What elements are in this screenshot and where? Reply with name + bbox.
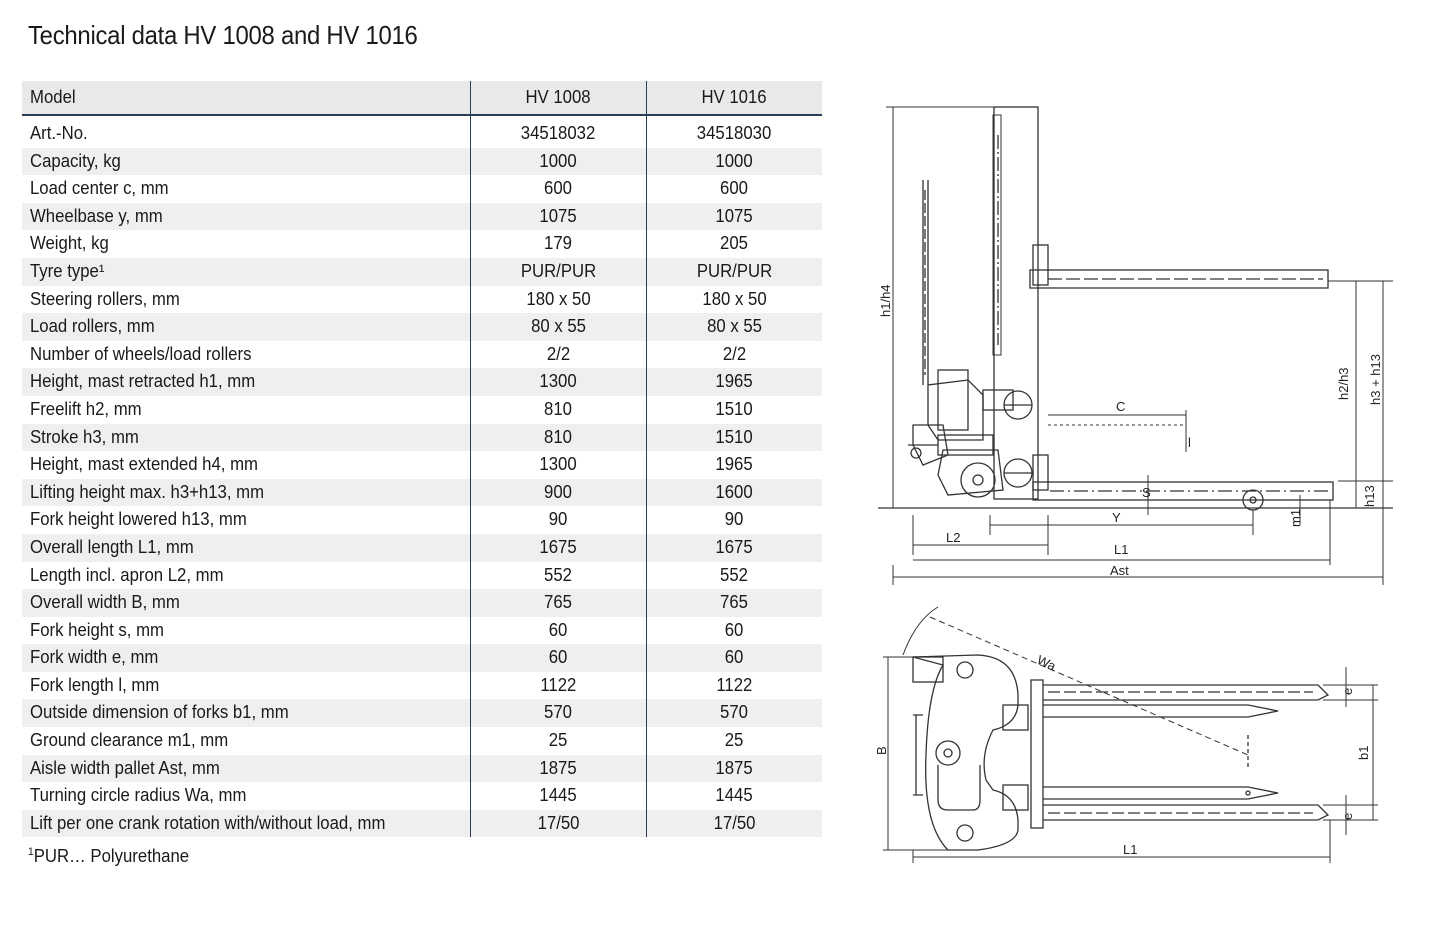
- row-value-hv1008: 80 x 55: [471, 313, 647, 341]
- row-value-hv1008: 1875: [471, 755, 647, 783]
- row-value-hv1008: 1675: [471, 534, 647, 562]
- table-row: [22, 699, 822, 727]
- row-value-hv1008: 600: [471, 175, 647, 203]
- row-value-hv1016: 552: [647, 562, 823, 590]
- table-row: [22, 534, 822, 562]
- row-label: Lifting height max. h3+h13, mm: [22, 479, 471, 507]
- row-value-hv1016: 90: [647, 506, 823, 534]
- row-label: Fork width e, mm: [22, 644, 471, 672]
- row-label: Outside dimension of forks b1, mm: [22, 699, 471, 727]
- row-label: Fork height s, mm: [22, 617, 471, 645]
- table-header-row: [22, 81, 822, 115]
- label-c: C: [1116, 399, 1126, 414]
- row-value-hv1016: 1510: [647, 396, 823, 424]
- row-label: Weight, kg: [22, 230, 471, 258]
- row-value-hv1016: 2/2: [647, 341, 823, 369]
- table-row: [22, 203, 822, 231]
- label-h13: h13: [1362, 485, 1377, 507]
- row-value-hv1008: 1300: [471, 451, 647, 479]
- row-label: Length incl. apron L2, mm: [22, 562, 471, 590]
- table-row: [22, 644, 822, 672]
- table-row: [22, 672, 822, 700]
- footnote: $^1$PUR… Polyurethane: [28, 846, 190, 866]
- table-row: [22, 368, 822, 396]
- label-l1-top: L1: [1123, 842, 1138, 857]
- column-header-hv1016: HV 1016: [647, 81, 823, 115]
- row-value-hv1016: 1675: [647, 534, 823, 562]
- row-value-hv1008: 2/2: [471, 341, 647, 369]
- row-value-hv1016: 34518030: [647, 120, 823, 148]
- top-view-drawing: [868, 595, 1418, 870]
- side-view-drawing: [868, 95, 1418, 590]
- row-value-hv1008: 180 x 50: [471, 286, 647, 314]
- row-label: Stroke h3, mm: [22, 424, 471, 452]
- row-value-hv1008: 810: [471, 424, 647, 452]
- table-row: [22, 479, 822, 507]
- row-value-hv1016: 1075: [647, 203, 823, 231]
- row-value-hv1008: 60: [471, 617, 647, 645]
- row-value-hv1008: 25: [471, 727, 647, 755]
- row-value-hv1008: 552: [471, 562, 647, 590]
- label-h3h13: h3 + h13: [1368, 354, 1383, 405]
- table-row: [22, 258, 822, 286]
- page-title: Technical data HV 1008 and HV 1016: [28, 20, 418, 50]
- row-label: Art.-No.: [22, 120, 471, 148]
- technical-data-table: [22, 81, 822, 837]
- label-m1: m1: [1288, 508, 1303, 527]
- row-value-hv1008: 1300: [471, 368, 647, 396]
- label-ast: Ast: [1110, 563, 1129, 578]
- label-e-bottom: e: [1340, 812, 1355, 820]
- row-value-hv1016: 1600: [647, 479, 823, 507]
- row-label: Load rollers, mm: [22, 313, 471, 341]
- label-l2: L2: [946, 530, 961, 545]
- row-label: Overall length L1, mm: [22, 534, 471, 562]
- table-row: [22, 506, 822, 534]
- table-row: [22, 286, 822, 314]
- table-row: [22, 755, 822, 783]
- table-row: [22, 120, 822, 148]
- label-h2h3: h2/h3: [1336, 367, 1351, 400]
- row-label: Fork length l, mm: [22, 672, 471, 700]
- label-b: B: [874, 746, 889, 755]
- table-row: [22, 727, 822, 755]
- row-value-hv1016: 600: [647, 175, 823, 203]
- row-value-hv1016: 570: [647, 699, 823, 727]
- row-value-hv1016: 17/50: [647, 810, 823, 838]
- row-value-hv1016: 765: [647, 589, 823, 617]
- row-value-hv1016: 60: [647, 617, 823, 645]
- row-label: Steering rollers, mm: [22, 286, 471, 314]
- table-row: [22, 341, 822, 369]
- row-label: Load center c, mm: [22, 175, 471, 203]
- row-label: Height, mast extended h4, mm: [22, 451, 471, 479]
- row-label: Aisle width pallet Ast, mm: [22, 755, 471, 783]
- row-value-hv1008: 1000: [471, 148, 647, 176]
- row-value-hv1008: 810: [471, 396, 647, 424]
- row-value-hv1008: 179: [471, 230, 647, 258]
- row-value-hv1016: 1965: [647, 368, 823, 396]
- row-value-hv1016: 1965: [647, 451, 823, 479]
- row-value-hv1016: 25: [647, 727, 823, 755]
- column-header-model: Model: [22, 81, 471, 115]
- row-value-hv1016: PUR/PUR: [647, 258, 823, 286]
- row-label: Lift per one crank rotation with/without load, mm: [22, 810, 471, 838]
- row-value-hv1008: 900: [471, 479, 647, 507]
- label-s: S: [1142, 485, 1151, 500]
- row-label: Overall width B, mm: [22, 589, 471, 617]
- row-label: Wheelbase y, mm: [22, 203, 471, 231]
- row-value-hv1008: 90: [471, 506, 647, 534]
- row-value-hv1016: 60: [647, 644, 823, 672]
- label-l: l: [1188, 435, 1191, 450]
- label-y: Y: [1112, 510, 1121, 525]
- row-value-hv1016: 205: [647, 230, 823, 258]
- table-row: [22, 175, 822, 203]
- table-row: [22, 148, 822, 176]
- row-label: Fork height lowered h13, mm: [22, 506, 471, 534]
- row-label: Height, mast retracted h1, mm: [22, 368, 471, 396]
- row-label: Freelift h2, mm: [22, 396, 471, 424]
- table-row: [22, 396, 822, 424]
- column-header-hv1008: HV 1008: [471, 81, 647, 115]
- row-value-hv1016: 1000: [647, 148, 823, 176]
- row-value-hv1016: 1510: [647, 424, 823, 452]
- row-value-hv1008: 765: [471, 589, 647, 617]
- row-value-hv1008: 1075: [471, 203, 647, 231]
- label-wa: Wa: [1034, 652, 1059, 674]
- row-value-hv1016: 180 x 50: [647, 286, 823, 314]
- row-label: Turning circle radius Wa, mm: [22, 782, 471, 810]
- table-row: [22, 230, 822, 258]
- row-value-hv1016: 80 x 55: [647, 313, 823, 341]
- table-row: [22, 451, 822, 479]
- label-h1h4: h1/h4: [878, 284, 893, 317]
- row-value-hv1008: 60: [471, 644, 647, 672]
- label-e-top: e: [1340, 687, 1355, 695]
- table-row: [22, 617, 822, 645]
- table-row: [22, 424, 822, 452]
- row-value-hv1016: 1875: [647, 755, 823, 783]
- row-label: Tyre type¹: [22, 258, 471, 286]
- table-row: [22, 589, 822, 617]
- row-value-hv1008: 570: [471, 699, 647, 727]
- row-value-hv1008: 34518032: [471, 120, 647, 148]
- row-value-hv1016: 1122: [647, 672, 823, 700]
- label-b1: b1: [1356, 745, 1371, 760]
- table-row: [22, 313, 822, 341]
- row-value-hv1008: 1122: [471, 672, 647, 700]
- table-row: [22, 562, 822, 590]
- row-label: Number of wheels/load rollers: [22, 341, 471, 369]
- row-label: Capacity, kg: [22, 148, 471, 176]
- row-value-hv1016: 1445: [647, 782, 823, 810]
- row-value-hv1008: 17/50: [471, 810, 647, 838]
- label-l1: L1: [1114, 542, 1129, 557]
- row-value-hv1008: PUR/PUR: [471, 258, 647, 286]
- row-value-hv1008: 1445: [471, 782, 647, 810]
- table-row: [22, 782, 822, 810]
- row-label: Ground clearance m1, mm: [22, 727, 471, 755]
- table-row: [22, 810, 822, 838]
